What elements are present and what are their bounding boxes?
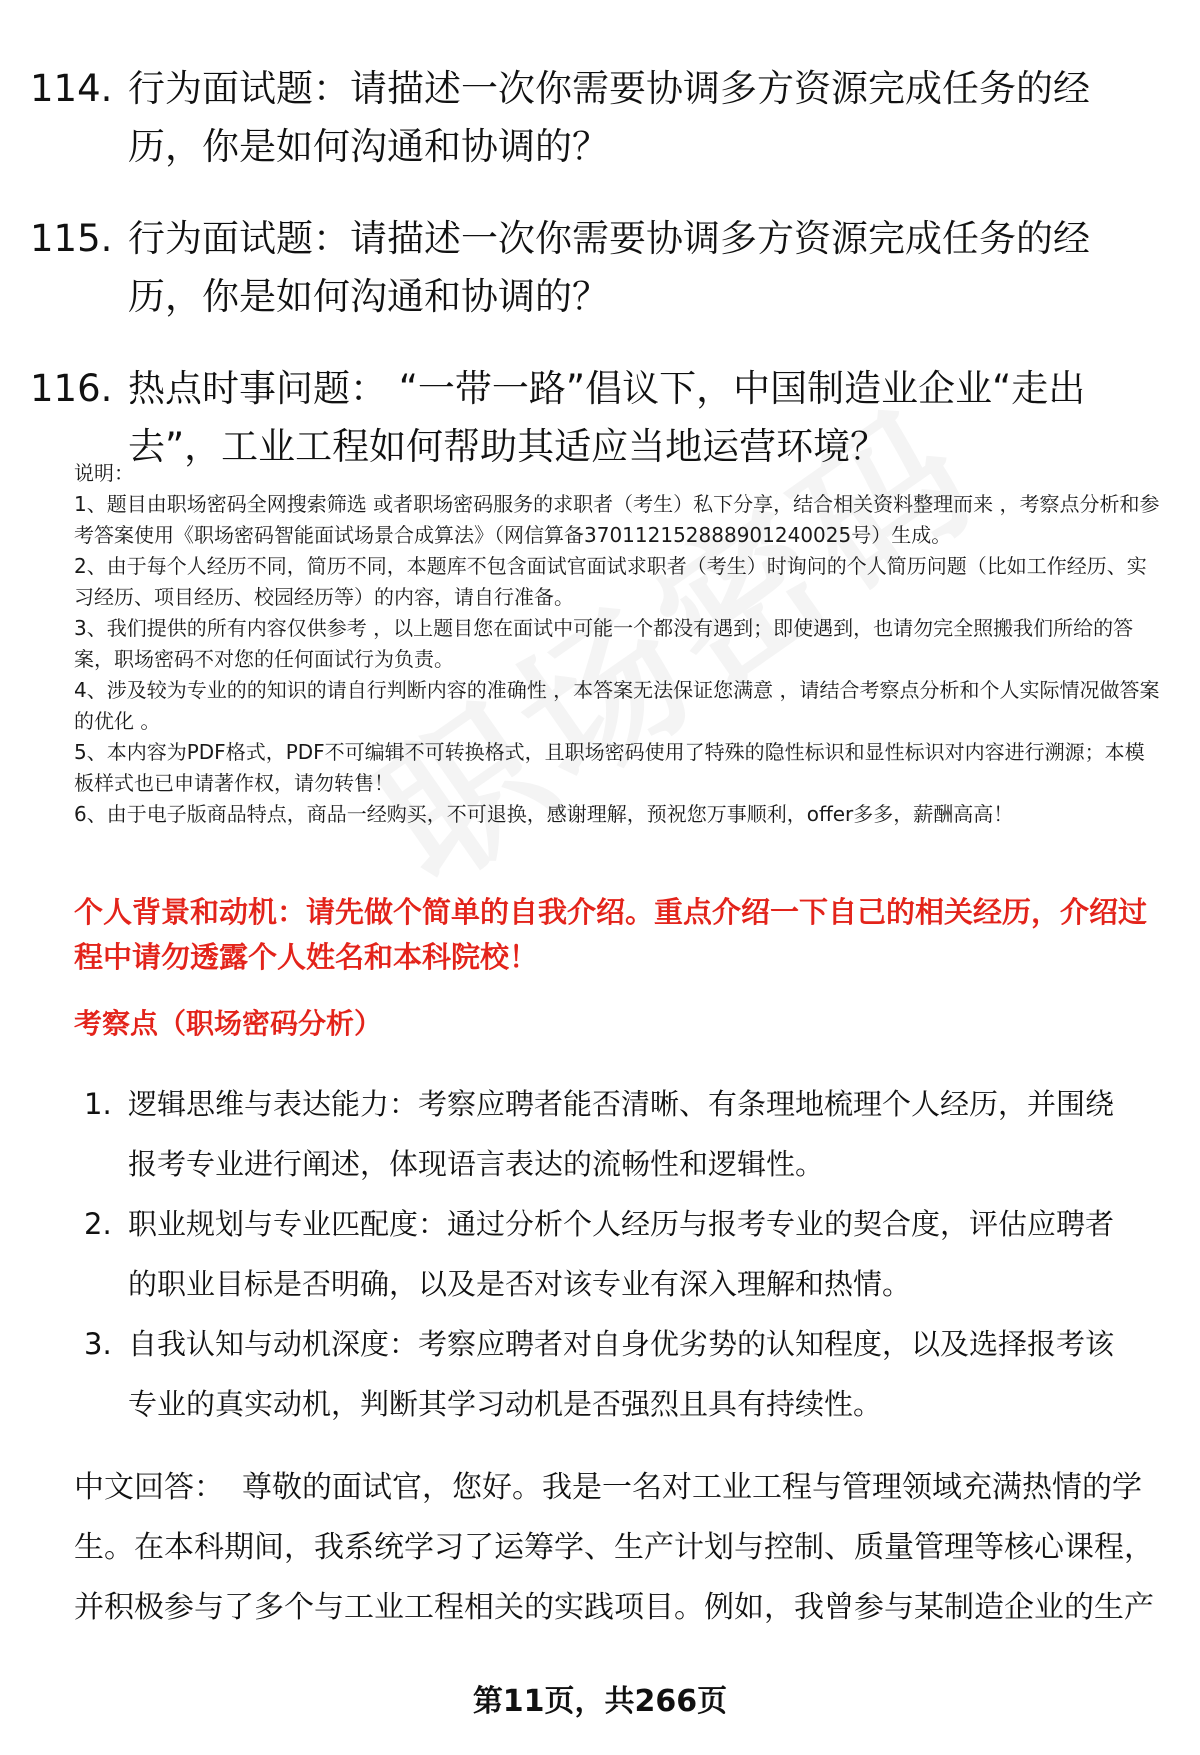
point-text: 逻辑思维与表达能力：考察应聘者能否清晰、有条理地梳理个人经历，并围绕报考专业进行阐述，体现语言表达的流畅性和逻辑性。 (128, 1087, 1115, 1181)
notes-item: 5、本内容为PDF格式，PDF不可编辑不可转换格式，且职场密码使用了特殊的隐性标识和显性标识对内容进行溯源；本模板样式也已申请著作权，请勿转售！ (74, 740, 1145, 795)
assessment-points (84, 1074, 1144, 1434)
notes-item: 1、题目由职场密码全网搜索筛选 或者职场密码服务的求职者（考生）私下分享，结合相关资料整理而来 ，考察点分析和参考答案使用《职场密码智能面试场景合成算法》（网信算备370112152888901240025号）生成。 (74, 492, 1160, 547)
question-list (30, 60, 1170, 510)
point-item (84, 1194, 1144, 1314)
notes-item: 6、由于电子版商品特点，商品一经购买，不可退换，感谢理解，预祝您万事顺利，offer多多，薪酬高高！ (74, 802, 1014, 826)
notes-item: 2、由于每个人经历不同，简历不同，本题库不包含面试官面试求职者（考生）时询问的个人简历问题（比如工作经历、实习经历、项目经历、校园经历等）的内容，请自行准备。 (74, 554, 1147, 609)
question-number: 114. (30, 67, 113, 110)
question-text: 热点时事问题： “一带一路”倡议下，中国制造业企业“走出去”，工业工程如何帮助其适应当地运营环境？ (128, 367, 1086, 468)
notes-title: 说明： (74, 461, 134, 485)
question-number: 116. (30, 367, 113, 410)
point-number: 1. (84, 1087, 112, 1121)
answer-text: 尊敬的面试官，您好。我是一名对工业工程与管理领域充满热情的学生。在本科期间，我系统学习了运筹学、生产计划与控制、质量管理等核心课程，并积极参与了多个与工业工程相关的实践项目。例如，我曾参与某制造企业的生产 (74, 1470, 1154, 1625)
answer-label: 中文回答： (74, 1470, 224, 1505)
point-text: 职业规划与专业匹配度：通过分析个人经历与报考专业的契合度，评估应聘者的职业目标是否明确，以及是否对该专业有深入理解和热情。 (128, 1207, 1115, 1301)
answer-block (74, 1458, 1154, 1638)
point-number: 3. (84, 1327, 112, 1361)
question-item (30, 210, 1170, 326)
notes-item: 3、我们提供的所有内容仅供参考 ，以上题目您在面试中可能一个都没有遇到；即使遇到，也请勿完全照搬我们所给的答案，职场密码不对您的任何面试行为负责。 (74, 616, 1134, 671)
notes-section (74, 458, 1164, 830)
page-footer: 第11页，共266页 (472, 1684, 728, 1719)
point-number: 2. (84, 1207, 112, 1241)
question-item (30, 60, 1170, 176)
question-number: 115. (30, 217, 113, 260)
point-item (84, 1314, 1144, 1434)
question-text: 行为面试题：请描述一次你需要协调多方资源完成任务的经历，你是如何沟通和协调的？ (128, 217, 1090, 318)
point-text: 自我认知与动机深度：考察应聘者对自身优劣势的认知程度，以及选择报考该专业的真实动机，判断其学习动机是否强烈且具有持续性。 (128, 1327, 1115, 1421)
section-heading: 个人背景和动机：请先做个简单的自我介绍。重点介绍一下自己的相关经历，介绍过程中请勿透露个人姓名和本科院校！ (74, 895, 1148, 974)
point-item (84, 1074, 1144, 1194)
section-subheading: 考察点（职场密码分析） (74, 1007, 383, 1040)
question-text: 行为面试题：请描述一次你需要协调多方资源完成任务的经历，你是如何沟通和协调的？ (128, 67, 1090, 168)
notes-item: 4、涉及较为专业的的知识的请自行判断内容的准确性 ，本答案无法保证您满意 ，请结合考察点分析和个人实际情况做答案的优化 。 (74, 678, 1160, 733)
